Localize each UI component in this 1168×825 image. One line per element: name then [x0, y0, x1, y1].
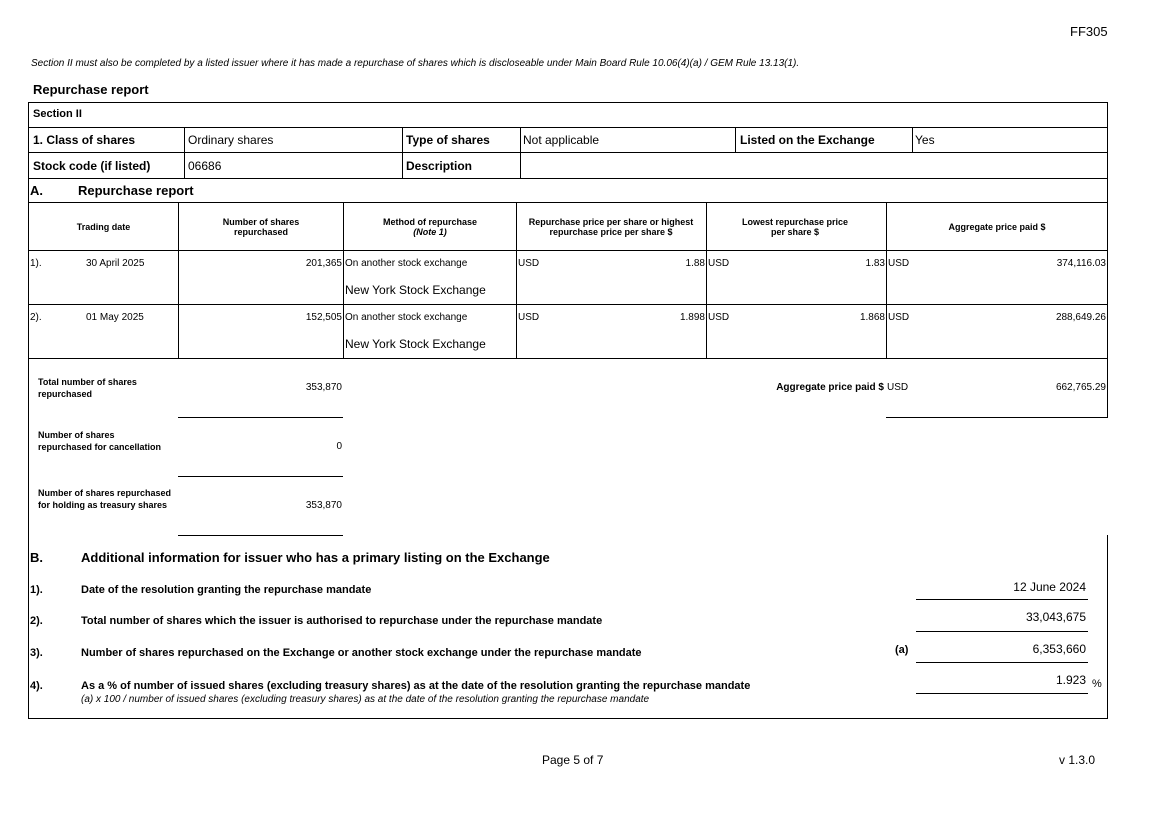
item-index: 2).	[30, 615, 43, 627]
cancellation-label: Number of shares repurchased for cancellation	[38, 430, 162, 452]
total-shares-value: 353,870	[305, 382, 342, 393]
item-unit: %	[1092, 678, 1102, 690]
row-agg-currency: USD	[888, 312, 910, 323]
section-title: Section II	[33, 108, 82, 120]
item-tag: (a)	[895, 644, 909, 656]
section-a-letter: A.	[30, 183, 43, 198]
row-high-currency: USD	[518, 312, 540, 323]
item-index: 1).	[30, 584, 43, 596]
listed-value: Yes	[915, 133, 935, 147]
item-label: As a % of number of issued shares (excluding treasury shares) as at the date of the resolution granting the repurchase mandate	[81, 680, 751, 692]
row-aggregate: 288,649.26	[1055, 312, 1106, 323]
row-low-currency: USD	[708, 312, 730, 323]
row-exchange: New York Stock Exchange	[345, 337, 486, 351]
class-label: 1. Class of shares	[33, 133, 136, 147]
header-low-price: Lowest repurchase price per share $	[741, 216, 849, 237]
section-b-letter: B.	[30, 550, 43, 565]
intro-note: Section II must also be completed by a listed issuer where it has made a repurchase of shares which is discloseable under Main Board Rule 10.06(4)(a) / GEM Rule 13.13(1).	[31, 58, 800, 69]
item-value: 1.923	[1055, 673, 1086, 687]
row-method: On another stock exchange	[345, 312, 468, 323]
item-value: 6,353,660	[1032, 642, 1086, 656]
row-high-currency: USD	[518, 258, 540, 269]
row-low-price: 1.83	[865, 258, 885, 269]
row-high-price: 1.898	[679, 312, 705, 323]
item-label: Number of shares repurchased on the Exchange or another stock exchange under the repurchase mandate	[81, 647, 642, 659]
item-note: (a) x 100 / number of issued shares (excluding treasury shares) as at the date of the resolution granting the repurchase mandate	[81, 694, 650, 705]
row-aggregate: 374,116.03	[1056, 258, 1106, 269]
treasury-label: Number of shares repurchased for holding as treasury shares	[38, 488, 172, 510]
item-value: 12 June 2024	[1013, 580, 1086, 594]
total-shares-label: Total number of shares repurchased	[38, 377, 137, 399]
stock-code-value: 06686	[188, 159, 222, 173]
row-low-currency: USD	[708, 258, 730, 269]
header-high-price: Repurchase price per share or highest repurchase price per share $	[528, 216, 694, 237]
type-label: Type of shares	[406, 133, 490, 147]
item-label: Date of the resolution granting the repurchase mandate	[81, 584, 372, 596]
description-label: Description	[406, 159, 473, 173]
aggregate-total-currency: USD	[887, 382, 909, 393]
cancellation-value: 0	[336, 441, 342, 452]
section-b-title: Additional information for issuer who has a primary listing on the Exchange	[81, 550, 550, 565]
type-value: Not applicable	[523, 133, 600, 147]
row-index: 1).	[30, 258, 42, 269]
row-method: On another stock exchange	[345, 258, 468, 269]
aggregate-total-value: 662,765.29	[1055, 382, 1106, 393]
row-shares: 152,505	[305, 312, 342, 323]
aggregate-total-label: Aggregate price paid $	[776, 382, 884, 393]
item-index: 4).	[30, 680, 43, 692]
item-label: Total number of shares which the issuer is authorised to repurchase under the repurchase mandate	[81, 615, 603, 627]
header-method	[344, 203, 516, 250]
form-code: FF305	[1070, 24, 1108, 39]
row-date: 30 April 2025	[86, 258, 145, 269]
stock-code-label: Stock code (if listed)	[33, 159, 151, 173]
row-index: 2).	[30, 312, 42, 323]
report-title: Repurchase report	[33, 82, 149, 97]
header-num-shares: Number of shares repurchased	[222, 216, 300, 237]
row-agg-currency: USD	[888, 258, 910, 269]
row-exchange: New York Stock Exchange	[345, 283, 486, 297]
page-number: Page 5 of 7	[542, 753, 604, 767]
version: v 1.3.0	[1059, 753, 1096, 767]
item-value: 33,043,675	[1025, 610, 1086, 624]
section-a-title: Repurchase report	[78, 183, 194, 198]
row-shares: 201,365	[305, 258, 342, 269]
header-trading-date: Trading date	[76, 221, 131, 232]
treasury-value: 353,870	[305, 500, 342, 511]
header-method-note: (Note 1)	[413, 226, 447, 237]
row-low-price: 1.868	[859, 312, 885, 323]
row-high-price: 1.88	[685, 258, 705, 269]
class-value: Ordinary shares	[188, 133, 274, 147]
header-method-label: Method of repurchase	[382, 216, 477, 227]
row-date: 01 May 2025	[86, 312, 144, 323]
listed-label: Listed on the Exchange	[740, 133, 875, 147]
item-index: 3).	[30, 647, 43, 659]
header-aggregate: Aggregate price paid $	[948, 221, 1046, 232]
